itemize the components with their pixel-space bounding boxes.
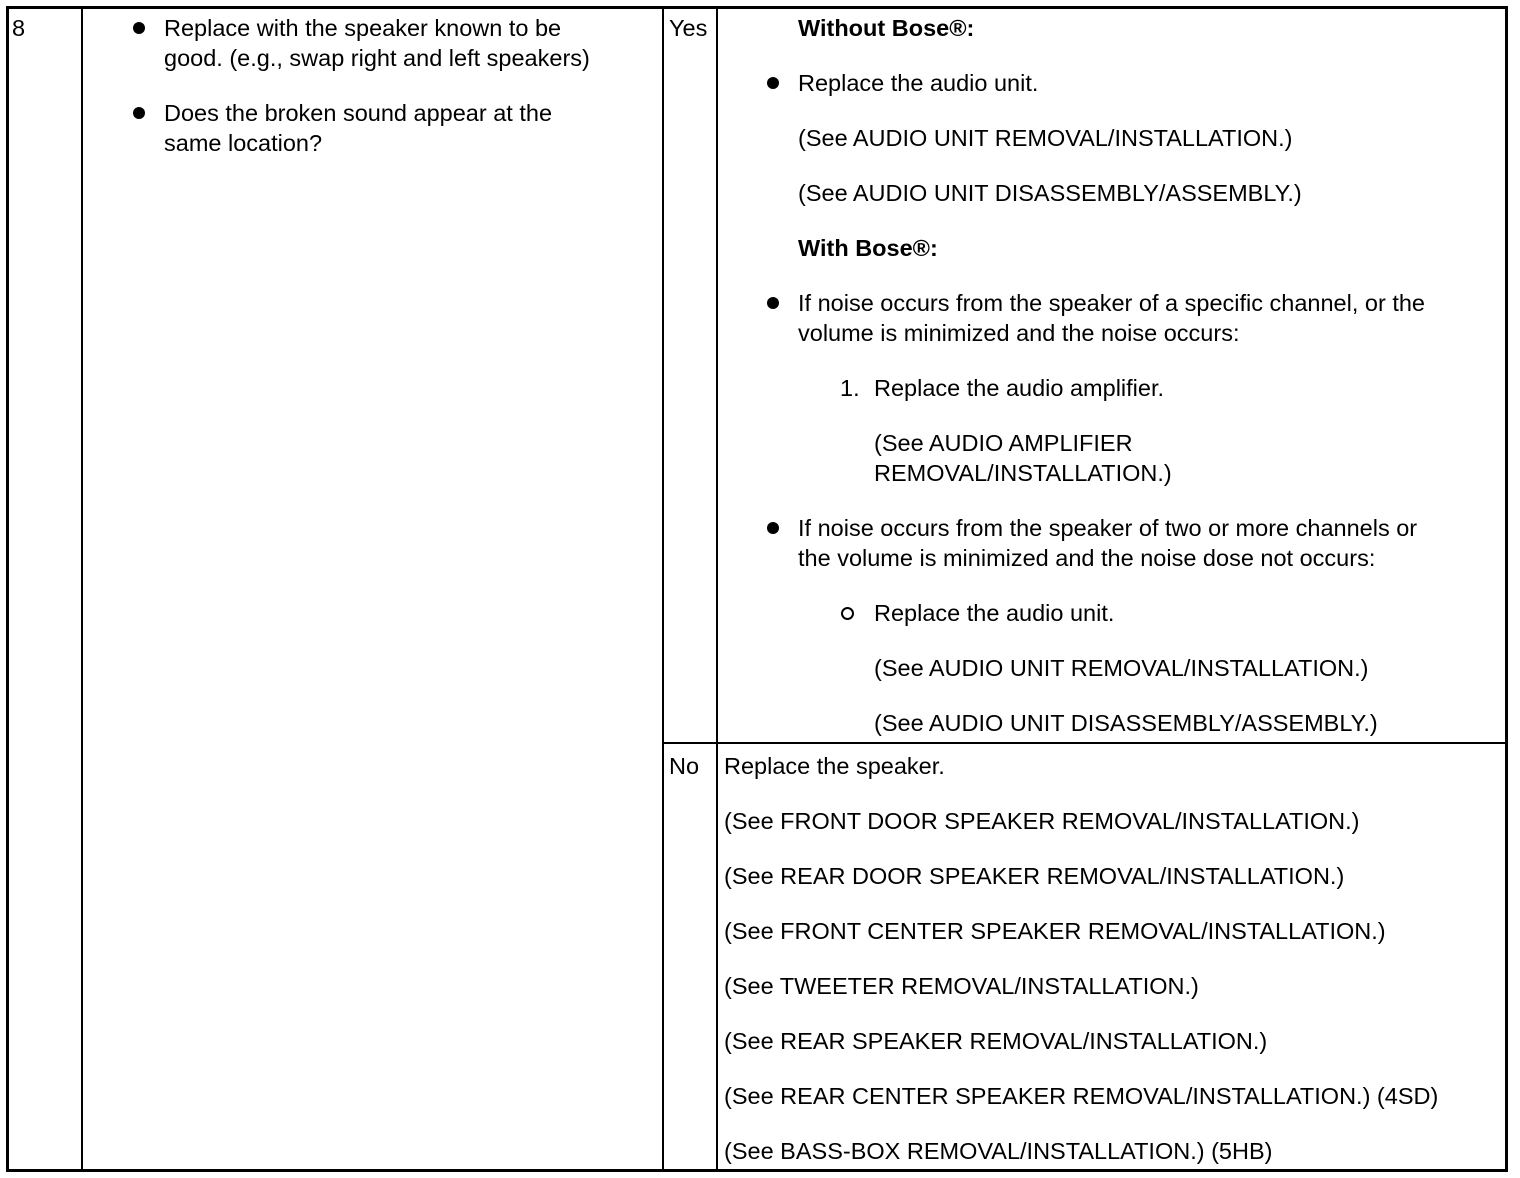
- result-yes-label: Yes: [669, 15, 708, 41]
- bullet-icon: [767, 77, 779, 89]
- case-1-line-2: volume is minimized and the noise occurs:: [798, 320, 1240, 346]
- no-ref-item: (See BASS-BOX REMOVAL/INSTALLATION.) (5HB): [724, 1138, 1273, 1164]
- case-2-ref-removal: (See AUDIO UNIT REMOVAL/INSTALLATION.): [874, 655, 1369, 681]
- table-border-top: [6, 6, 1508, 9]
- no-ref-item: (See TWEETER REMOVAL/INSTALLATION.): [724, 973, 1199, 999]
- case-1-step-number: 1.: [840, 375, 860, 401]
- inspection-item-2-line-1: Does the broken sound appear at the: [164, 100, 553, 126]
- row-divider-yes-no: [662, 742, 1508, 744]
- no-action: Replace the speaker.: [724, 753, 945, 779]
- inspection-item-1-line-2: good. (e.g., swap right and left speakers): [164, 45, 590, 71]
- inspection-item-2-line-2: same location?: [164, 130, 323, 156]
- table-border-right: [1505, 6, 1508, 1172]
- no-ref-item: (See FRONT CENTER SPEAKER REMOVAL/INSTALLATION.): [724, 918, 1386, 944]
- with-bose-heading: With Bose®:: [798, 235, 938, 261]
- bullet-icon: [133, 22, 145, 34]
- case-1-ref-line-2: REMOVAL/INSTALLATION.): [874, 460, 1172, 486]
- without-bose-action: Replace the audio unit.: [798, 70, 1039, 96]
- column-divider-result: [716, 6, 718, 1172]
- no-ref-item: (See REAR SPEAKER REMOVAL/INSTALLATION.): [724, 1028, 1268, 1054]
- case-1-ref-line-1: (See AUDIO AMPLIFIER: [874, 430, 1133, 456]
- case-2-action: Replace the audio unit.: [874, 600, 1115, 626]
- hollow-bullet-icon: [841, 607, 854, 620]
- step-number: 8: [12, 15, 26, 41]
- without-bose-heading: Without Bose®:: [798, 15, 975, 41]
- result-no-label: No: [669, 753, 700, 779]
- no-ref-item: (See REAR DOOR SPEAKER REMOVAL/INSTALLATION.): [724, 863, 1345, 889]
- bullet-icon: [133, 107, 145, 119]
- case-2-ref-disassembly: (See AUDIO UNIT DISASSEMBLY/ASSEMBLY.): [874, 710, 1378, 736]
- table-border-left: [6, 6, 9, 1172]
- case-1-line-1: If noise occurs from the speaker of a specific channel, or the: [798, 290, 1425, 316]
- table-border-bottom: [6, 1169, 1508, 1172]
- without-bose-ref-removal: (See AUDIO UNIT REMOVAL/INSTALLATION.): [798, 125, 1293, 151]
- column-divider-inspection: [662, 6, 664, 1172]
- case-2-line-2: the volume is minimized and the noise dose not occurs:: [798, 545, 1376, 571]
- inspection-item-1-line-1: Replace with the speaker known to be: [164, 15, 562, 41]
- bullet-icon: [767, 297, 779, 309]
- case-1-step: Replace the audio amplifier.: [874, 375, 1165, 401]
- without-bose-ref-disassembly: (See AUDIO UNIT DISASSEMBLY/ASSEMBLY.): [798, 180, 1302, 206]
- case-2-line-1: If noise occurs from the speaker of two or more channels or: [798, 515, 1418, 541]
- no-ref-item: (See REAR CENTER SPEAKER REMOVAL/INSTALLATION.) (4SD): [724, 1083, 1439, 1109]
- no-ref-item: (See FRONT DOOR SPEAKER REMOVAL/INSTALLATION.): [724, 808, 1360, 834]
- bullet-icon: [767, 522, 779, 534]
- column-divider-step: [81, 6, 83, 1172]
